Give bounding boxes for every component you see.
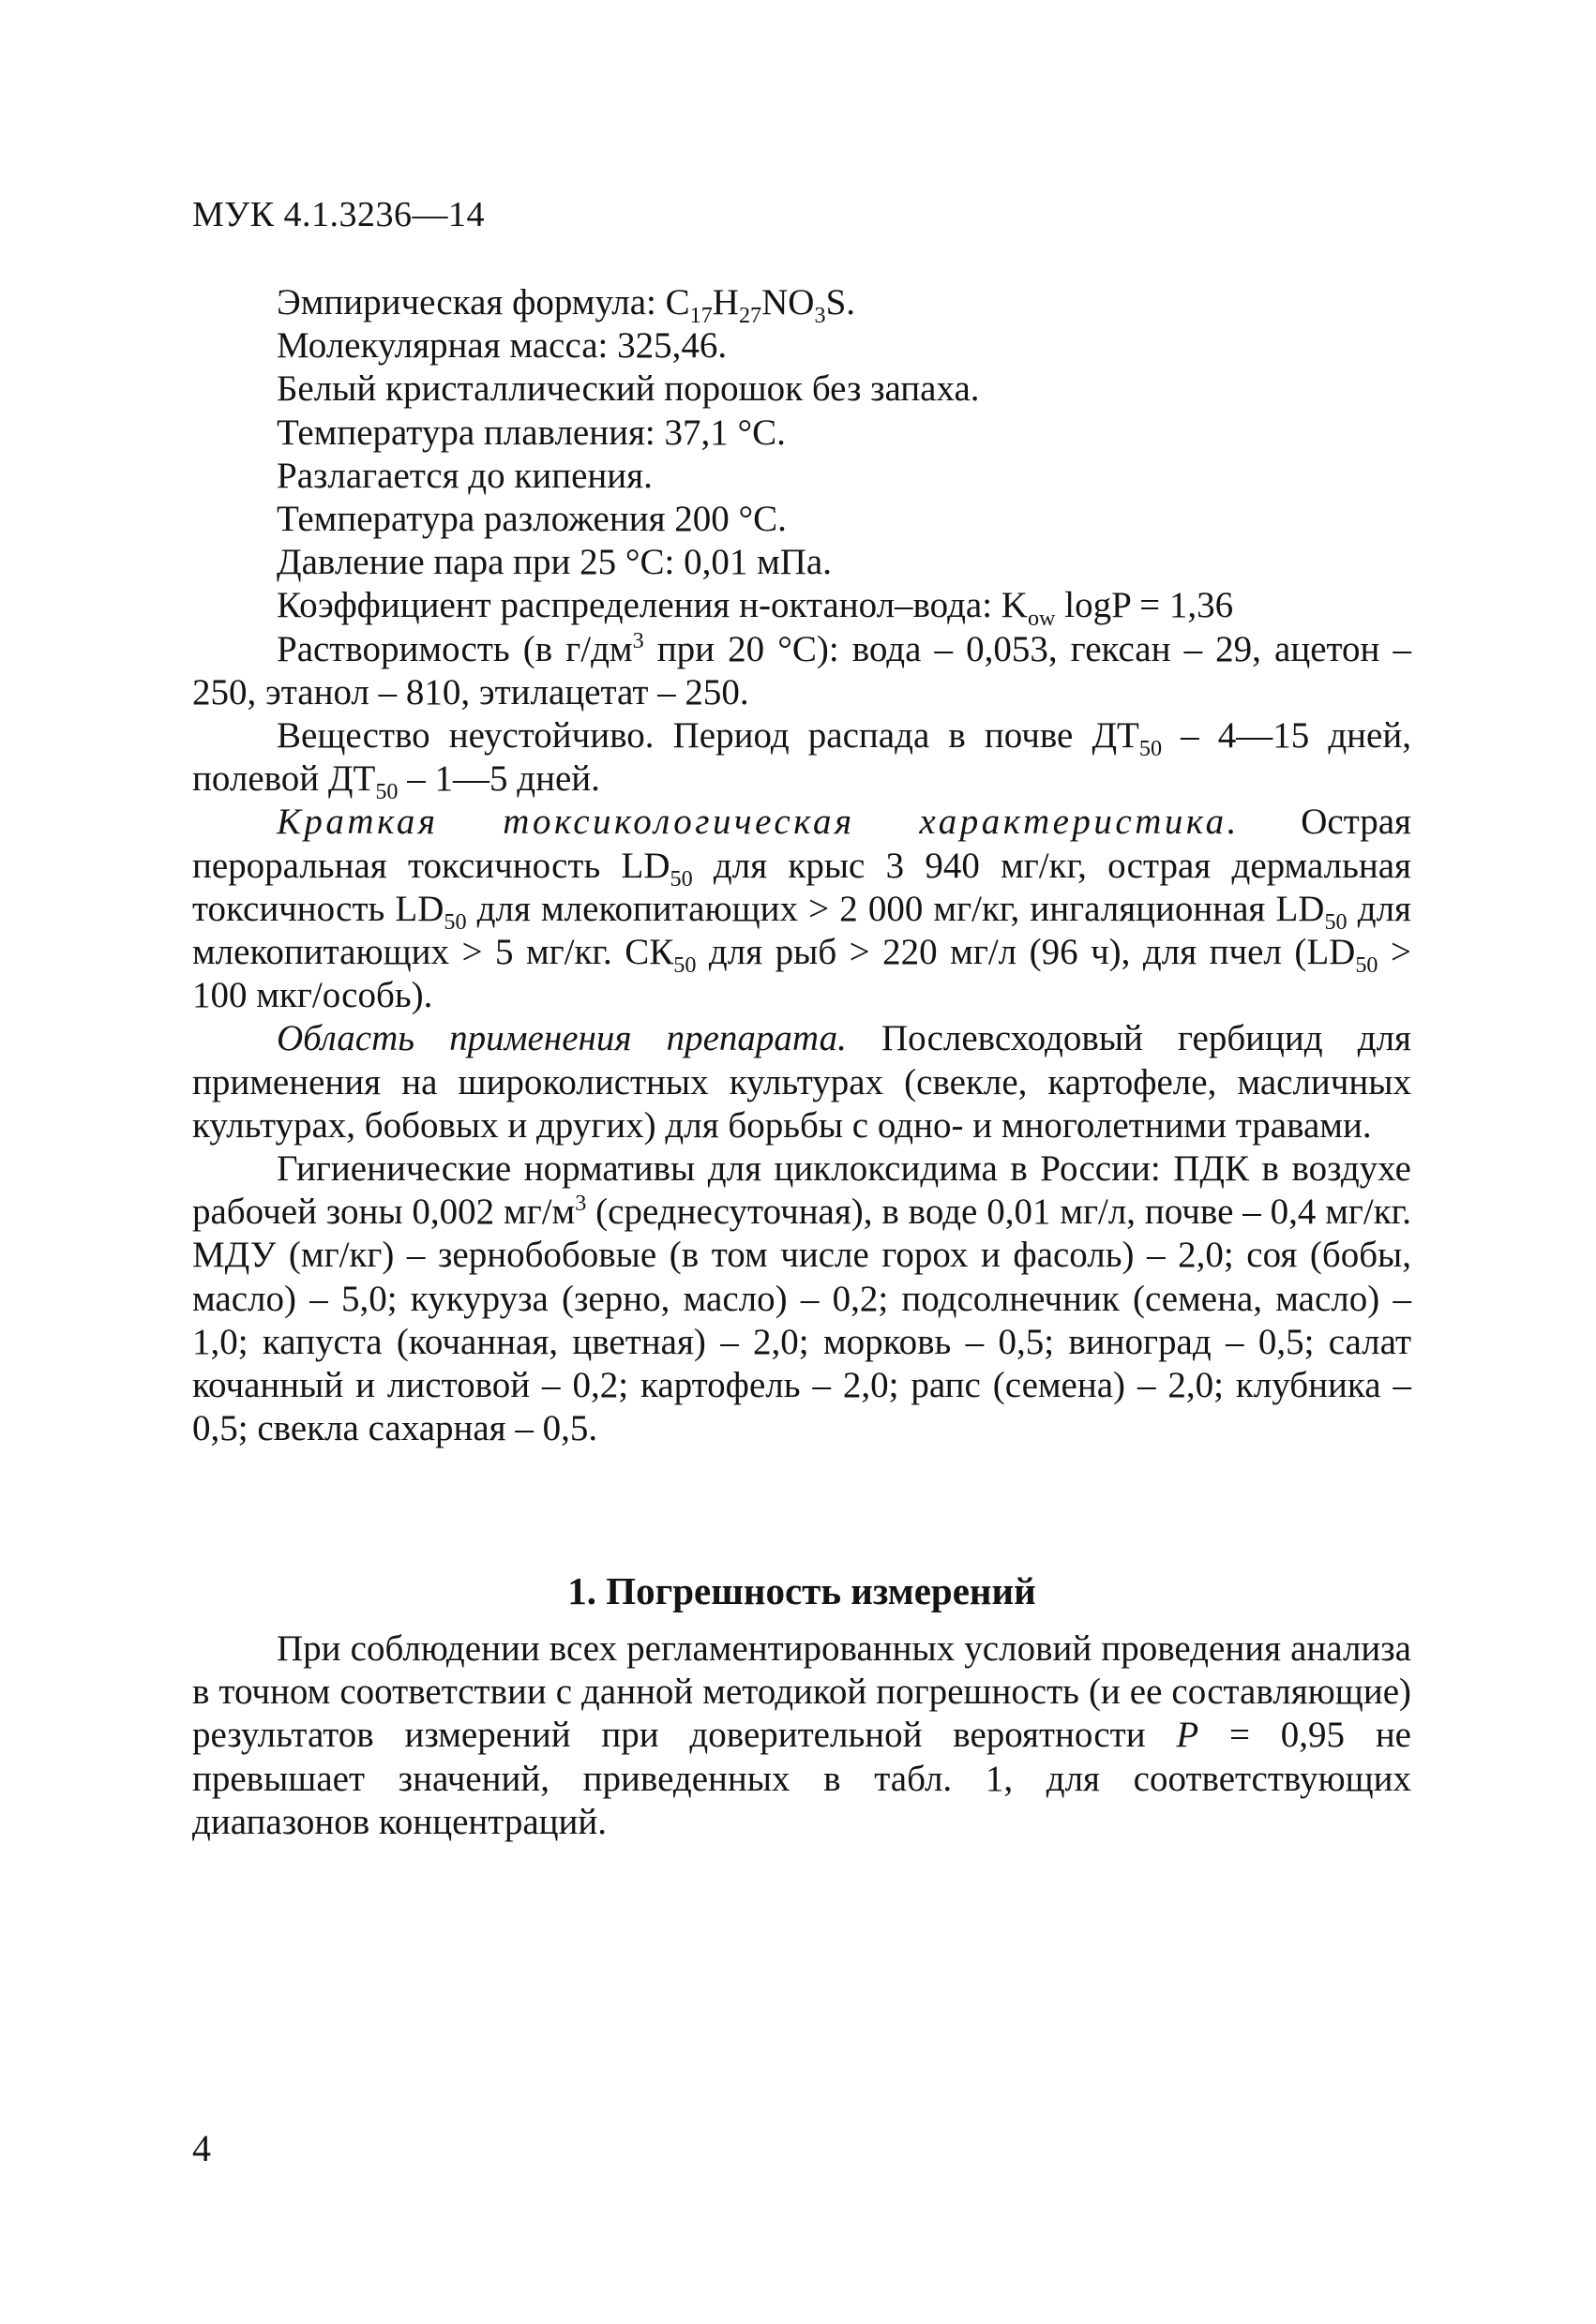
formula-line: Эмпирическая формула: $C_{17}H_{27}NO_3S$. — [277, 282, 856, 328]
molar-mass-line: Молекулярная масса: 325,46. — [277, 325, 728, 367]
section-body — [192, 1627, 1411, 1844]
melting-line: Температура плавления: 37,1 °С. — [277, 412, 786, 453]
substance-properties — [192, 281, 1411, 1450]
measurement-error-paragraph: При соблюдении всех регламентированных условий проведения анализа в точном соответствии с данной методикой погрешность (и ее составляющие) результатов измерений при доверительной вероятности P = 0,95 не превышает значений, приведенных в табл. 1, для соответствующих диапазонов концентраций. — [192, 1628, 1411, 1842]
toxicology-paragraph: Краткая токсикологическая характеристика. Острая пероральная токсичность $LD_{50}$ для крыс 3 940 мг/кг, острая дермальная токсичность $LD_{50}$ для млекопитающих > 2 000 мг/кг, ингаляционная $LD_{50}$ для млекопитающих > 5 мг/кг. $СК_{50}$ для рыб > 220 мг/л (96 ч), для пчел ($LD_{50} > 100$ мкг/особь). — [192, 802, 1411, 1016]
formula-h: H — [712, 282, 739, 322]
decomposes-line: Разлагается до кипения. — [277, 455, 653, 496]
section-title: 1. Погрешность измерений — [567, 1569, 1036, 1612]
toxicology-heading: Краткая токсикологическая характеристика. — [277, 802, 1240, 843]
vapor-pressure-line: Давление пара при 25 °С: 0,01 мПа. — [277, 542, 832, 583]
stability-paragraph: Вещество неустойчиво. Период распада в почве $ДТ_{50}$ – 4—15 дней, полевой $ДТ_{50}$ – 1—5 дней. — [192, 715, 1411, 805]
formula-no: NO — [761, 282, 815, 322]
solubility-paragraph: Растворимость (в $г/дм^3$ при 20 °С): вода – 0,053, гексан – 29, ацетон – 250, этанол – 810, этилацетат – 250. — [192, 627, 1412, 712]
page-number: 4 — [192, 2127, 211, 2169]
formula-c: C — [665, 282, 690, 322]
appearance-line: Белый кристаллический порошок без запаха. — [277, 368, 980, 410]
formula-s: S. — [825, 282, 856, 322]
document-header: МУК 4.1.3236—14 — [192, 195, 486, 234]
application-paragraph: Область применения препарата. Послевсходовый гербицид для применения на широколистных культурах (свекле, картофеле, масличных культурах, бобовых и других) для борьбы с одно- и многолетними травами. — [192, 1018, 1411, 1146]
application-heading: Область применения препарата. — [277, 1018, 847, 1059]
partition-coefficient-line: Коэффициент распределения н-октанол–вода: $K_{ow}$ logP = 1,36 — [277, 585, 1234, 632]
probability-variable: P — [1176, 1715, 1199, 1756]
decomposition-temp-line: Температура разложения 200 °С. — [277, 499, 787, 540]
hygiene-paragraph: Гигиенические нормативы для циклоксидима в России: ПДК в воздухе рабочей зоны 0,002 $мг/м^3$ (среднесуточная), в воде 0,01 мг/л, почве – 0,4 мг/кг. МДУ (мг/кг) – зернобобовые (в том числе горох и фасоль) – 2,0; соя (бобы, масло) – 5,0; кукуруза (зерно, масло) – 0,2; подсолнечник (семена, масло) – 1,0; капуста (кочанная, цветная) – 2,0; морковь – 0,5; виноград – 0,5; салат кочанный и листовой – 0,2; картофель – 2,0; рапс (семена) – 2,0; клубника – 0,5; свекла сахарная – 0,5. — [192, 1148, 1412, 1449]
